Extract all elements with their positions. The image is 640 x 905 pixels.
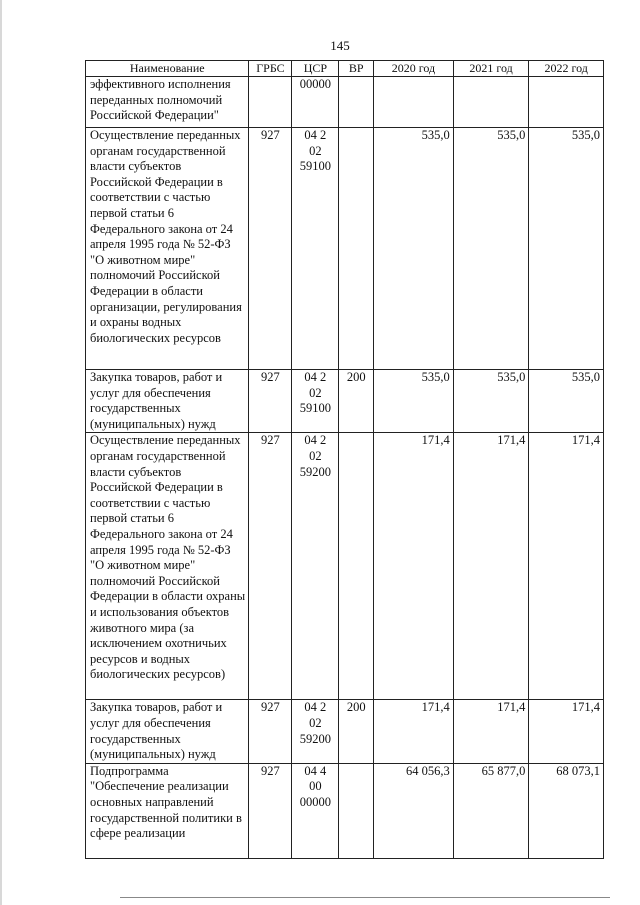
cell-csr: 04 2 02 59100 <box>292 370 339 433</box>
cell-2021 <box>453 77 529 128</box>
cell-grbs: 927 <box>249 763 292 858</box>
header-2020: 2020 год <box>374 61 454 77</box>
cell-2020: 535,0 <box>374 370 454 433</box>
cell-csr: 04 2 02 59200 <box>292 433 339 700</box>
table-row <box>86 77 604 128</box>
cell-2020: 64 056,3 <box>374 763 454 858</box>
cell-2022: 68 073,1 <box>529 763 604 858</box>
cell-2021: 171,4 <box>453 433 529 700</box>
cell-2020: 171,4 <box>374 433 454 700</box>
cell-2021: 535,0 <box>453 128 529 370</box>
cell-name: эффективного исполнения переданных полномочий Российской Федерации" <box>86 77 249 128</box>
header-grbs: ГРБС <box>249 61 292 77</box>
cell-name: Осуществление переданных органам государственной власти субъектов Российской Федерации в соответствии с частью первой статьи 6 Федерального закона от 24 апреля 1995 года № 52-ФЗ "О животном мире" полномочий Российской Федерации в области организации, регулирования и охраны водных биологических ресурсов <box>86 128 249 370</box>
cell-2022 <box>529 77 604 128</box>
cell-name: Закупка товаров, работ и услуг для обеспечения государственных (муниципальных) нужд <box>86 700 249 763</box>
cell-2021: 65 877,0 <box>453 763 529 858</box>
header-csr: ЦСР <box>292 61 339 77</box>
cell-grbs: 927 <box>249 433 292 700</box>
cell-csr: 00000 <box>292 77 339 128</box>
scan-left-edge <box>0 0 2 905</box>
cell-2020 <box>374 77 454 128</box>
table-row <box>86 370 604 433</box>
cell-csr: 04 4 00 00000 <box>292 763 339 858</box>
cell-grbs: 927 <box>249 370 292 433</box>
cell-name: Закупка товаров, работ и услуг для обеспечения государственных (муниципальных) нужд <box>86 370 249 433</box>
header-vr: ВР <box>339 61 374 77</box>
cell-2022: 171,4 <box>529 433 604 700</box>
cell-vr <box>339 128 374 370</box>
cell-name: Подпрограмма "Обеспечение реализации основных направлений государственной политики в сфере реализации <box>86 763 249 858</box>
cell-csr: 04 2 02 59200 <box>292 700 339 763</box>
cell-vr: 200 <box>339 700 374 763</box>
header-name: Наименование <box>86 61 249 77</box>
cell-grbs: 927 <box>249 128 292 370</box>
cell-2022: 171,4 <box>529 700 604 763</box>
cell-vr <box>339 433 374 700</box>
cell-2021: 535,0 <box>453 370 529 433</box>
cell-2020: 535,0 <box>374 128 454 370</box>
table-row <box>86 128 604 370</box>
cell-csr: 04 2 02 59100 <box>292 128 339 370</box>
budget-table <box>85 60 604 859</box>
table-row <box>86 763 604 858</box>
table-row <box>86 700 604 763</box>
cell-name: Осуществление переданных органам государственной власти субъектов Российской Федерации в соответствии с частью первой статьи 6 Федерального закона от 24 апреля 1995 года № 52-ФЗ "О животном мире" полномочий Российской Федерации в области охраны и использования объектов животного мира (за исключением охотничьих ресурсов и водных биологических ресурсов) <box>86 433 249 700</box>
table-header-row <box>86 61 604 77</box>
cell-vr <box>339 763 374 858</box>
cell-grbs <box>249 77 292 128</box>
cell-2022: 535,0 <box>529 370 604 433</box>
header-2022: 2022 год <box>529 61 604 77</box>
cell-vr: 200 <box>339 370 374 433</box>
cell-vr <box>339 77 374 128</box>
table-row <box>86 433 604 700</box>
page-number: 145 <box>330 38 350 53</box>
header-2021: 2021 год <box>453 61 529 77</box>
cell-2022: 535,0 <box>529 128 604 370</box>
cell-2020: 171,4 <box>374 700 454 763</box>
bottom-rule <box>120 897 610 898</box>
cell-2021: 171,4 <box>453 700 529 763</box>
cell-grbs: 927 <box>249 700 292 763</box>
